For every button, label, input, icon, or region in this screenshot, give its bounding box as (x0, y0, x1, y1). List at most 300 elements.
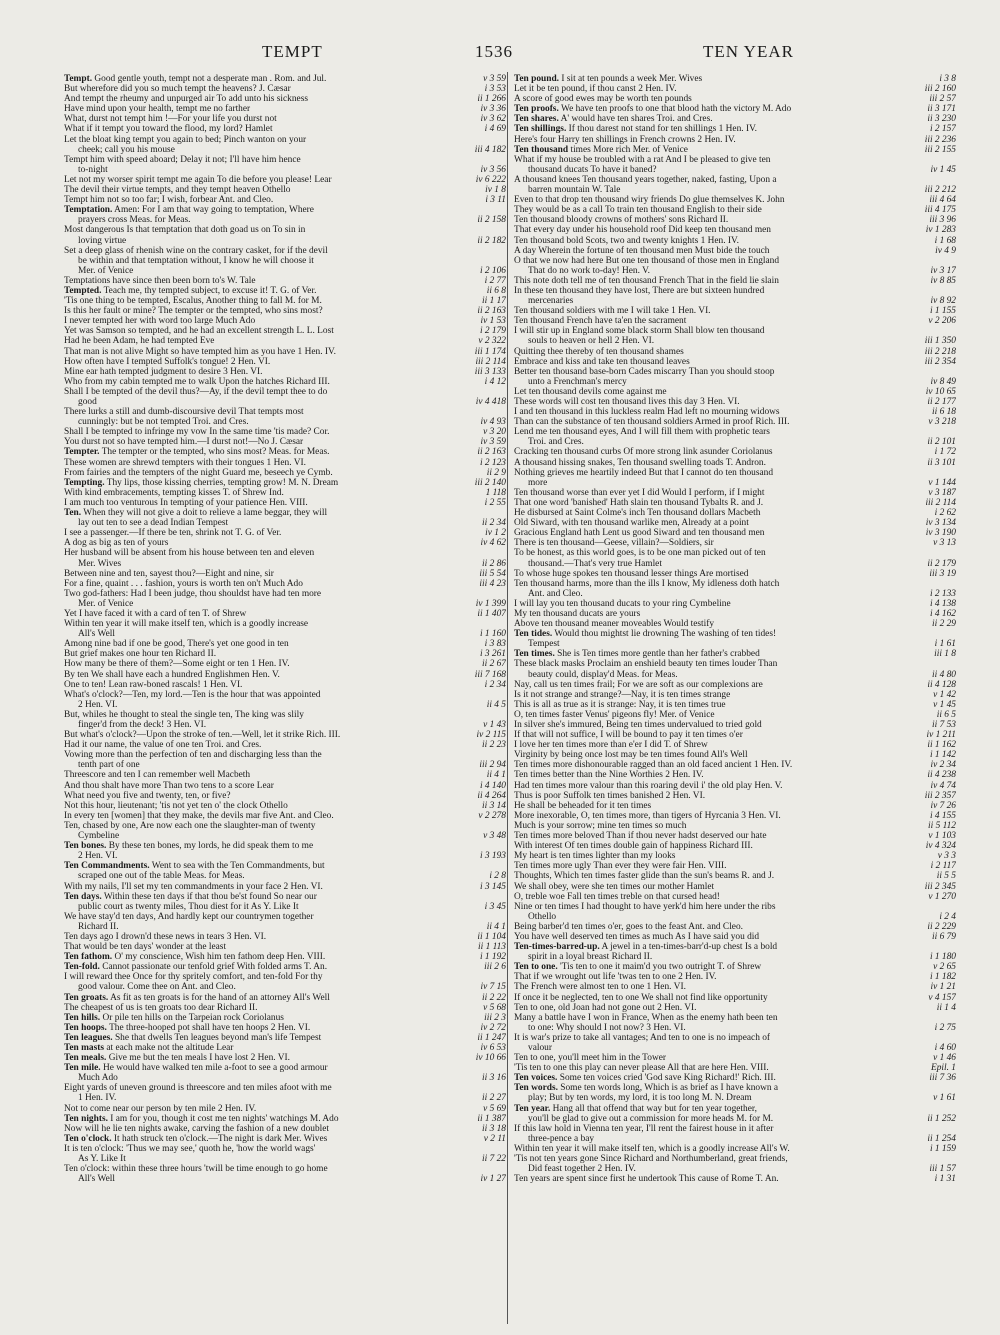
quotation-text: A thousand knees Ten thousand years together, naked, fasting, Upon a (514, 174, 777, 185)
act-scene-line-reference: ii 6 8 (486, 285, 506, 296)
quotation-text: One to ten! Lean raw-boned rascals! 1 Hen. VI. (64, 679, 243, 690)
concordance-line (514, 74, 956, 84)
concordance-line (64, 579, 506, 589)
concordance-line (64, 1063, 506, 1073)
concordance-line (514, 912, 956, 922)
act-scene-line-reference: v 3 3 (937, 851, 956, 862)
quotation-text: times More rich Mer. of Venice (568, 144, 688, 155)
quotation-text: O, treble woe Fall ten times treble on that cursed head! (514, 891, 720, 902)
act-scene-line-reference: v 1 42 (933, 689, 956, 700)
act-scene-line-reference: v 1 103 (928, 831, 956, 842)
concordance-line (64, 205, 506, 215)
concordance-line (514, 387, 956, 397)
act-scene-line-reference: ii 4 1 (486, 921, 506, 932)
act-scene-line-reference: i 3 53 (484, 84, 506, 95)
act-scene-line-reference: ii 1 17 (482, 296, 506, 307)
headword: Ten hills. (64, 1012, 101, 1023)
quotation-text: Here's four Harry ten shillings in French crowns 2 Hen. IV. (514, 134, 736, 145)
concordance-line (64, 528, 506, 538)
concordance-line (514, 458, 956, 468)
concordance-line (514, 861, 956, 871)
concordance-line (64, 720, 506, 730)
quotation-text: These words will cost ten thousand lives this day 3 Hen. VI. (514, 397, 740, 407)
act-scene-line-reference: iv 4 62 (480, 538, 506, 549)
act-scene-line-reference: v 2 65 (933, 962, 956, 973)
quotation-text: 1 Hen. IV. (78, 1093, 117, 1104)
quotation-text: Ten times more ugly Than ever they were fair Hen. VIII. (514, 861, 727, 872)
quotation-text: What if it tempt you toward the flood, my lord? Hamlet (64, 124, 273, 135)
concordance-line (514, 488, 956, 498)
headword: Ten tides. (514, 629, 553, 640)
quotation-text: 2 Hen. VI. (78, 699, 118, 710)
concordance-line (514, 639, 956, 649)
act-scene-line-reference: ii 4 128 (927, 679, 956, 690)
act-scene-line-reference: v 3 20 (483, 427, 506, 438)
concordance-line (64, 841, 506, 851)
quotation-text: If this law hold in Vienna ten year, I'll rent the fairest house in it after (514, 1123, 774, 1134)
quotation-text: With my nails, I'll set my ten commandments in your face 2 Hen. VI. (64, 881, 323, 892)
act-scene-line-reference: ii 6 5 (936, 709, 956, 720)
concordance-line (514, 437, 956, 447)
quotation-text: In every ten [women] that they make, the devils mar five Ant. and Cleo. (64, 810, 334, 821)
quotation-text: A thousand hissing snakes, Ten thousand swelling toads T. Andron. (514, 457, 766, 468)
quotation-text: Now will he lie ten nights awake, carving the fashion of a new doublet (64, 1123, 330, 1134)
quotation-text: It is war's prize to take all vantages; And ten to one is no impeach of (514, 1032, 771, 1043)
quotation-text: Above ten thousand meaner moveables Would testify (514, 619, 715, 630)
concordance-line (64, 1144, 506, 1154)
quotation-text: That if we wrought out life 'twas ten to one 2 Hen. IV. (514, 972, 717, 983)
act-scene-line-reference: ii 1 247 (477, 1032, 506, 1043)
act-scene-line-reference: ii 4 80 (932, 669, 956, 680)
act-scene-line-reference: iii 2 236 (924, 134, 956, 145)
concordance-line (514, 417, 956, 427)
concordance-line (514, 357, 956, 367)
quotation-text: 'Tis ten to one this play can never please All that are here Hen. VIII. (514, 1063, 769, 1074)
quotation-text: More inexorable, O, ten times more, than tigers of Hyrcania 3 Hen. VI. (514, 810, 781, 821)
concordance-line (64, 801, 506, 811)
act-scene-line-reference: i 4 69 (484, 124, 506, 135)
quotation-text: The three-hooped pot shall have ten hoops 2 Hen. VI. (106, 1022, 311, 1033)
quotation-text: public court as twenty miles, Thou diest for it As Y. Like It (78, 901, 299, 912)
act-scene-line-reference: iv 3 62 (480, 114, 506, 125)
concordance-line (514, 276, 956, 286)
quotation-text: In these ten thousand they have lost, There are but sixteen hundred (514, 285, 765, 296)
concordance-line (514, 821, 956, 831)
quotation-text: Thus is poor Suffolk ten times banished 2 Hen. VI. (514, 790, 706, 801)
quotation-text: Within ten year it will make itself ten, which is a goodly increase All's W. (514, 1143, 790, 1154)
quotation-text: Had ten times more valour than this roaring devil i' the old play Hen. V. (514, 780, 783, 791)
quotation-text: If thou darest not stand for ten shillings 1 Hen. IV. (566, 124, 757, 135)
headword: Ten days. (64, 891, 102, 902)
act-scene-line-reference: i 1 180 (929, 952, 956, 963)
quotation-text: I never tempted her with word too large Much Ado (64, 316, 256, 327)
concordance-line (64, 276, 506, 286)
act-scene-line-reference: Epil. 1 (931, 1063, 956, 1074)
act-scene-line-reference: ii 2 101 (927, 437, 956, 448)
concordance-line (64, 690, 506, 700)
act-scene-line-reference: ii 4 5 (486, 699, 506, 710)
act-scene-line-reference: iv 1 2 (485, 528, 506, 539)
concordance-line (64, 892, 506, 902)
concordance-line (64, 478, 506, 488)
concordance-line (514, 407, 956, 417)
concordance-line (64, 922, 506, 932)
concordance-line (64, 407, 506, 417)
concordance-line (514, 962, 956, 972)
act-scene-line-reference: iii 3 19 (929, 568, 956, 579)
act-scene-line-reference: ii 2 158 (477, 215, 506, 226)
quotation-text: To whose huge spokes ten thousand lesser things Are mortised (514, 568, 749, 579)
concordance-line (514, 1124, 956, 1134)
quotation-text: That would be ten days' wonder at the least (64, 942, 227, 953)
concordance-line (64, 649, 506, 659)
act-scene-line-reference: ii 1 4 (936, 1002, 956, 1013)
quotation-text: I see a passenger.—If there be ten, shrink not T. G. of Ver. (64, 528, 282, 539)
concordance-line (64, 468, 506, 478)
quotation-text: As Y. Like It (78, 1154, 126, 1165)
quotation-text: Some ten voices cried 'God save King Richard!' Rich. III. (557, 1073, 776, 1084)
act-scene-line-reference: iv 1 211 (926, 730, 956, 741)
act-scene-line-reference: iii 7 168 (474, 669, 506, 680)
concordance-line (64, 1043, 506, 1053)
concordance-line (64, 498, 506, 508)
act-scene-line-reference: ii 5 5 (936, 871, 956, 882)
act-scene-line-reference: i 1 61 (934, 639, 956, 650)
act-scene-line-reference: ii 6 79 (932, 931, 956, 942)
act-scene-line-reference: iii 2 354 (924, 356, 956, 367)
act-scene-line-reference: i 1 142 (929, 750, 956, 761)
quotation-text: Ten years are spent since first he undertook This cause of Rome T. An. (514, 1174, 779, 1185)
quotation-text: Virginity by being once lost may be ten times found All's Well (514, 750, 748, 761)
quotation-text: Ten thousand bloody crowns of mothers' sons Richard II. (514, 215, 729, 226)
concordance-line (64, 993, 506, 1003)
quotation-text: Ten thousand soldiers with me I will take 1 Hen. VI. (514, 306, 711, 317)
quotation-text: Even to that drop ten thousand wiry friends Do glue themselves K. John (514, 195, 785, 206)
quotation-text: at each make not the altitude Lear (104, 1043, 234, 1053)
concordance-line (514, 882, 956, 892)
concordance-line (514, 215, 956, 225)
quotation-text: My ten thousand ducats are yours (514, 608, 641, 619)
quotation-text: Yet I have faced it with a card of ten T. of Shrew (64, 608, 247, 619)
quotation-text: We have ten proofs to one that blood hath the victory M. Ado (558, 104, 792, 115)
act-scene-line-reference: iv 4 9 (935, 245, 956, 256)
quotation-text: Old Siward, with ten thousand warlike men, Already at a point (514, 518, 749, 529)
concordance-line (64, 811, 506, 821)
headword: Temptation. (64, 205, 113, 216)
concordance-line (64, 246, 506, 256)
act-scene-line-reference: i 3 145 (479, 881, 506, 892)
quotation-text: She is Ten times more gentle than her father's crabbed (554, 649, 760, 660)
concordance-line (64, 629, 506, 639)
act-scene-line-reference: iii 1 350 (924, 336, 956, 347)
act-scene-line-reference: v 4 157 (928, 992, 956, 1003)
quotation-text: What, durst not tempt him !—For your life you durst not (64, 114, 277, 125)
act-scene-line-reference: iii 2 3 (484, 1012, 506, 1023)
concordance-line (514, 377, 956, 387)
headword: Ten nights. (64, 1113, 108, 1124)
concordance-line (514, 952, 956, 962)
act-scene-line-reference: i 1 192 (479, 952, 506, 963)
quotation-text: Not to come near our person by ten mile 2 Hen. IV. (64, 1103, 257, 1114)
act-scene-line-reference: iv 3 36 (480, 104, 506, 115)
concordance-line (514, 559, 956, 569)
act-scene-line-reference: iv 4 324 (925, 841, 956, 852)
act-scene-line-reference: i 3 45 (484, 901, 506, 912)
concordance-line (64, 266, 506, 276)
quotation-text: A dog as big as ten of yours (64, 538, 169, 549)
concordance-line (64, 1134, 506, 1144)
concordance-line (514, 548, 956, 558)
quotation-text: thousand ducats To have it baned? (528, 164, 657, 175)
concordance-line (64, 1053, 506, 1063)
act-scene-line-reference: ii 2 27 (482, 1093, 506, 1104)
headword: Ten-fold. (64, 962, 100, 973)
concordance-line (514, 680, 956, 690)
right-column (514, 74, 956, 1324)
concordance-line (514, 508, 956, 518)
act-scene-line-reference: ii 1 162 (927, 740, 956, 751)
concordance-line (514, 892, 956, 902)
quotation-text: By ten We shall have each a hundred Englishmen Hen. V. (64, 669, 280, 680)
quotation-text: Is this her fault or mine? The tempter or the tempted, who sins most? (64, 306, 323, 317)
quotation-text: Had he been Adam, he had tempted Eve (64, 336, 215, 347)
quotation-text: I will stir up in England some black storm Shall blow ten thousand (514, 326, 765, 337)
act-scene-line-reference: iii 4 64 (929, 195, 956, 206)
concordance-line (514, 528, 956, 538)
quotation-text: Tempest (528, 639, 560, 650)
quotation-text: I love her ten times more than e'er I did T. of Shrew (514, 740, 708, 751)
headword: Ten leagues. (64, 1032, 113, 1043)
concordance-line (514, 993, 956, 1003)
quotation-text: The cheapest of us is ten groats too dear Richard II. (64, 1002, 258, 1013)
quotation-text: Tempt him with speed aboard; Delay it not; I'll have him hence (64, 154, 301, 165)
quotation-text: Had it our name, the value of one ten Troi. and Cres. (64, 740, 262, 751)
concordance-line (514, 579, 956, 589)
act-scene-line-reference: i 2 75 (934, 1022, 956, 1033)
concordance-line (514, 326, 956, 336)
act-scene-line-reference: ii 1 266 (477, 94, 506, 105)
quotation-text: O that we now had here But one ten thousand of those men in England (514, 255, 780, 266)
concordance-line (514, 185, 956, 195)
concordance-line (514, 811, 956, 821)
concordance-line (64, 851, 506, 861)
concordance-line (64, 326, 506, 336)
quotation-text: lay out ten to see a dead Indian Tempest (78, 518, 229, 529)
concordance-line (514, 740, 956, 750)
quotation-text: Ten thousand French have ta'en the sacrament (514, 316, 687, 327)
quotation-text: A jewel in a ten-times-barr'd-up chest Is a bold (599, 942, 778, 953)
quotation-text: Nine or ten times I had thought to have yerk'd him here under the ribs (514, 901, 776, 912)
quotation-text: Within ten year it will make itself ten, which is a goodly increase (64, 619, 309, 630)
concordance-line (514, 1053, 956, 1063)
quotation-text: I am for you, though it cost me ten nights' watchings M. Ado (107, 1113, 339, 1124)
concordance-line (64, 296, 506, 306)
act-scene-line-reference: ii 1 113 (478, 942, 506, 953)
concordance-line (514, 336, 956, 346)
quotation-text: Ten times better than the Nine Worthies 2 Hen. IV. (514, 770, 704, 781)
concordance-line (64, 680, 506, 690)
act-scene-line-reference: i 3 8 (939, 74, 956, 84)
concordance-line (64, 861, 506, 871)
concordance-line (514, 114, 956, 124)
act-scene-line-reference: v 5 68 (483, 1002, 506, 1013)
concordance-line (64, 447, 506, 457)
act-scene-line-reference: iv 4 93 (480, 417, 506, 428)
quotation-text: I am much too venturous In tempting of your patience Hen. VIII. (64, 497, 308, 508)
concordance-line (64, 740, 506, 750)
concordance-line (64, 316, 506, 326)
concordance-line (514, 266, 956, 276)
quotation-text: Went to sea with the Ten Commandments, but (149, 861, 325, 872)
act-scene-line-reference: v 1 43 (483, 720, 506, 730)
concordance-line (514, 619, 956, 629)
act-scene-line-reference: i 3 83 (484, 639, 506, 650)
quotation-text: Richard II. (78, 921, 119, 932)
quotation-text: Vowing more than the perfection of ten and discharging less than the (64, 750, 322, 761)
concordance-line (514, 1134, 956, 1144)
quotation-text: What if my house be troubled with a rat And I be pleased to give ten (514, 154, 771, 165)
headword: Ten hoops. (64, 1022, 107, 1033)
act-scene-line-reference: ii 4 238 (927, 770, 956, 781)
concordance-line (514, 710, 956, 720)
headword: Ten Commandments. (64, 861, 150, 872)
concordance-line (514, 145, 956, 155)
act-scene-line-reference: iii 2 6 (484, 962, 506, 973)
act-scene-line-reference: iv 4 74 (930, 780, 956, 791)
act-scene-line-reference: v 1 46 (933, 1053, 956, 1064)
quotation-text: I will reward thee Once for thy spritely comfort, and ten-fold For thy (64, 972, 323, 983)
act-scene-line-reference: v 2 206 (928, 316, 956, 327)
quotation-text: Is it not strange and strange?—Nay, it is ten times strange (514, 689, 731, 700)
concordance-line (514, 629, 956, 639)
quotation-text: The devil their virtue tempts, and they tempt heaven Othello (64, 185, 291, 196)
quotation-text: Not this hour, lieutenant; 'tis not yet ten o' the clock Othello (64, 800, 288, 811)
quotation-text: Good gentle youth, tempt not a desperate man . Rom. and Jul. (92, 74, 327, 84)
concordance-line (64, 114, 506, 124)
concordance-line (514, 922, 956, 932)
quotation-text: Threescore and ten I can remember well Macbeth (64, 770, 251, 781)
act-scene-line-reference: iii 2 94 (479, 760, 506, 771)
concordance-line (64, 952, 506, 962)
act-scene-line-reference: v 3 59 (483, 74, 506, 84)
concordance-line (64, 972, 506, 982)
act-scene-line-reference: iv 10 66 (475, 1053, 506, 1064)
headword: Ten voices. (514, 1073, 558, 1084)
quotation-text: Cracking ten thousand curbs Of more strong link asunder Coriolanus (514, 447, 773, 458)
concordance-line (64, 710, 506, 720)
concordance-line (64, 538, 506, 548)
act-scene-line-reference: v 2 11 (483, 1133, 506, 1144)
quotation-text: Teach me, thy tempted subject, to excuse it! T. G. of Ver. (101, 285, 317, 296)
act-scene-line-reference: v 3 13 (933, 538, 956, 549)
concordance-line (514, 750, 956, 760)
concordance-line (514, 316, 956, 326)
quotation-text: Cannot passionate our tenfold grief With folded arms T. An. (99, 962, 328, 973)
concordance-line (64, 1104, 506, 1114)
concordance-line (514, 1043, 956, 1053)
act-scene-line-reference: i 2 123 (479, 457, 506, 468)
concordance-line (64, 932, 506, 942)
concordance-line (514, 1023, 956, 1033)
concordance-line (514, 84, 956, 94)
concordance-line (514, 236, 956, 246)
act-scene-line-reference: ii 2 163 (477, 447, 506, 458)
quotation-text: Amen: For I am that way going to temptation, Where (112, 205, 314, 216)
concordance-line (64, 599, 506, 609)
headword: Ten proofs. (514, 104, 559, 115)
concordance-line (514, 104, 956, 114)
quotation-text: By these ten bones, my lords, he did speak them to me (106, 841, 314, 852)
quotation-text: She that dwells Ten leagues beyond man's life Tempest (112, 1032, 322, 1043)
act-scene-line-reference: v 2 322 (478, 336, 506, 347)
concordance-line (64, 882, 506, 892)
quotation-text: play; But by ten words, my lord, it is too long M. N. Dream (528, 1093, 752, 1104)
concordance-line (514, 498, 956, 508)
concordance-line (514, 670, 956, 680)
quotation-text: Ten thousand harms, more than the ills I know, My idleness doth hatch (514, 578, 780, 589)
quotation-text: Ten, chased by one, Are now each one the slaughter-man of twenty (64, 820, 316, 831)
quotation-text: He would have walked ten mile a-foot to see a good armour (100, 1063, 328, 1074)
concordance-line (514, 1114, 956, 1124)
quotation-text: 'Tis one thing to be tempted, Escalus, Another thing to fall M. for M. (64, 296, 322, 307)
act-scene-line-reference: iii 2 140 (474, 477, 506, 488)
quotation-text: O' my conscience, Wish him ten fathom deep Hen. VIII. (112, 952, 326, 963)
act-scene-line-reference: iv 1 283 (925, 225, 956, 236)
quotation-text: be within and that temptation without, I know he will choose it (78, 255, 314, 266)
concordance-line (514, 831, 956, 841)
concordance-line (514, 447, 956, 457)
concordance-line (64, 1124, 506, 1134)
act-scene-line-reference: iv 1 8 (485, 185, 506, 196)
page-number: 1536 (475, 42, 513, 61)
quotation-text: But what's o'clock?—Upon the stroke of ten.—Well, let it strike Rich. III. (64, 730, 341, 741)
quotation-text: Mer. of Venice (78, 265, 134, 276)
quotation-text: Who from my cabin tempted me to walk Upon the hatches Richard III. (64, 376, 330, 387)
concordance-line (64, 639, 506, 649)
concordance-line (514, 165, 956, 175)
concordance-line (64, 135, 506, 145)
quotation-text: Ten thousand worse than ever yet I did Would I perform, if I might (514, 487, 765, 498)
act-scene-line-reference: v 1 45 (933, 699, 956, 710)
act-scene-line-reference: v 3 187 (928, 487, 956, 498)
act-scene-line-reference: iv 3 56 (480, 164, 506, 175)
act-scene-line-reference: ii 2 22 (482, 992, 506, 1003)
concordance-line (64, 367, 506, 377)
quotation-text: spirit in a loyal breast Richard II. (528, 952, 653, 963)
act-scene-line-reference: iii 2 345 (924, 881, 956, 892)
concordance-line (64, 236, 506, 246)
headword: Tempter. (64, 447, 100, 458)
quotation-text: And thou shalt have more Than two tens to a score Lear (64, 780, 274, 791)
act-scene-line-reference: i 2 106 (479, 265, 506, 276)
concordance-line (64, 165, 506, 175)
quotation-text: Give me but the ten meals I have lost 2 Hen. VI. (106, 1053, 291, 1064)
act-scene-line-reference: ii 1 407 (477, 608, 506, 619)
concordance-line (64, 104, 506, 114)
concordance-line (514, 1104, 956, 1114)
concordance-line (64, 74, 506, 84)
act-scene-line-reference: iv 4 418 (475, 397, 506, 407)
act-scene-line-reference: i 2 55 (484, 497, 506, 508)
concordance-line (64, 84, 506, 94)
concordance-line (64, 871, 506, 881)
act-scene-line-reference: iii 3 133 (474, 366, 506, 377)
concordance-line (514, 296, 956, 306)
quotation-text: more (528, 477, 548, 488)
quotation-text: barren mountain W. Tale (528, 185, 621, 196)
concordance-line (514, 932, 956, 942)
concordance-line (64, 750, 506, 760)
